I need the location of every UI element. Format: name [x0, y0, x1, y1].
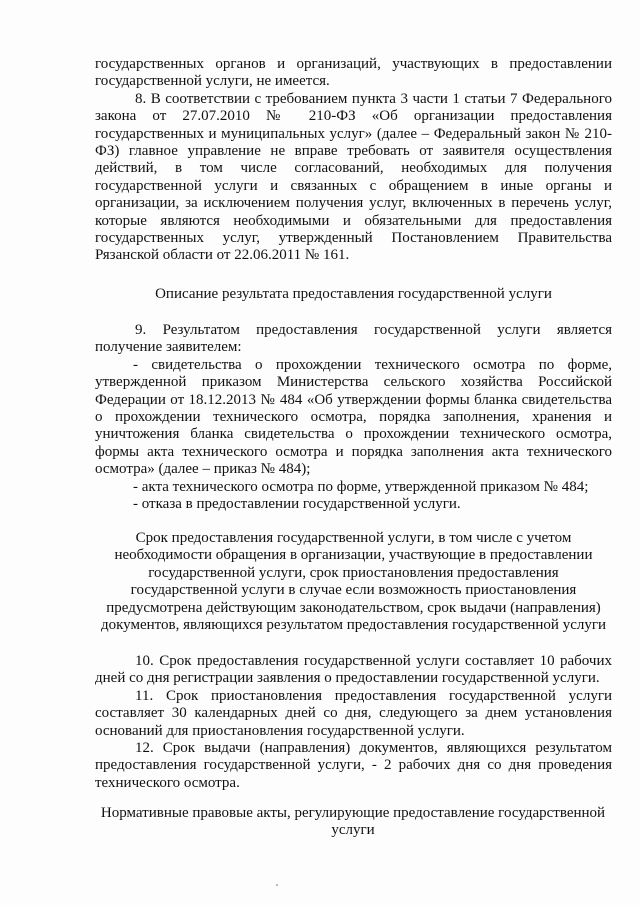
heading-service-terms-line-3: государственной услуги, срок приостановления предоставления	[148, 564, 559, 581]
result-item-certificate: - свидетельства о прохождении технического осмотра по форме, утвержденной приказом Министерства сельского хозяйства Российской Федерации от 18.12.2013 № 484 «Об утверждении формы бланка свидетельства о прохождении технического осмотра, порядка заполнения, хранения и уничтожения бланка свидетельства о прохождении технического осмотра, формы акта технического осмотра и порядка заполнения акта технического осмотра» (далее – приказ № 484);	[95, 356, 612, 478]
paragraph-9: 9. Результатом предоставления государственной услуги является получение заявителем:	[95, 322, 612, 356]
result-item-refusal: - отказа в предоставлении государственной услуги.	[133, 496, 461, 513]
heading-service-terms-line-1: Срок предоставления государственной услуги, в том числе с учетом	[135, 530, 572, 546]
paragraph-11: 11. Срок приостановления предоставления государственной услуги составляет 30 календарных дней со дня, следующего за днем установления оснований для приостановления государственной услуги.	[95, 687, 612, 739]
heading-legal-acts-line-2: услуги	[331, 822, 375, 839]
heading-legal-acts-line-1: Нормативные правовые акты, регулирующие предоставление государственной	[100, 805, 606, 821]
section-terms-block	[95, 653, 612, 792]
section-interaction-block	[95, 56, 612, 265]
heading-service-terms-line-2: необходимости обращения в организации, участвующие в предоставлении	[114, 547, 593, 564]
scan-speck	[276, 884, 278, 886]
heading-service-terms-line-4: государственной услуги в случае если возможность приостановления	[130, 582, 577, 599]
paragraph-continuation: государственных органов и организаций, участвующих в предоставлении государственной услуги, не имеется.	[95, 56, 612, 90]
heading-legal-acts	[88, 805, 618, 840]
section-result-block	[95, 322, 612, 513]
result-item-inspection-act: - акта технического осмотра по форме, утвержденной приказом № 484;	[133, 478, 589, 495]
heading-service-terms-line-5: предусмотрена действующим законодательством, срок выдачи (направления)	[106, 599, 601, 616]
paragraph-12: 12. Срок выдачи (направления) документов, являющихся результатом предоставления государственной услуги, - 2 рабочих дня со дня проведения технического осмотра.	[95, 740, 612, 791]
paragraph-8: 8. В соответствии с требованием пункта 3 части 1 статьи 7 Федерального закона от 27.07.2010 № 210-ФЗ «Об организации предоставления государственных и муниципальных услуг» (далее – Федеральный закон № 210-ФЗ) главное управление не вправе требовать от заявителя осуществления действий, в том числе согласований, необходимых для получения государственной услуги и связанных с обращением в иные органы и организации, за исключением получения услуг, включенных в перечень услуг, которые являются необходимыми и обязательными для предоставления государственных услуг, утвержденный Постановлением Правительства Рязанской области от 22.06.2011 № 161.	[95, 90, 612, 264]
heading-service-terms-line-6: документов, являющихся результатом предоставления государственной услуги	[100, 617, 607, 634]
heading-result-description: Описание результата предоставления государственной услуги	[155, 286, 552, 302]
heading-service-terms	[95, 530, 612, 634]
paragraph-10: 10. Срок предоставления государственной услуги составляет 10 рабочих дней со дня регистрации заявления о предоставлении государственной услуги.	[95, 653, 612, 687]
